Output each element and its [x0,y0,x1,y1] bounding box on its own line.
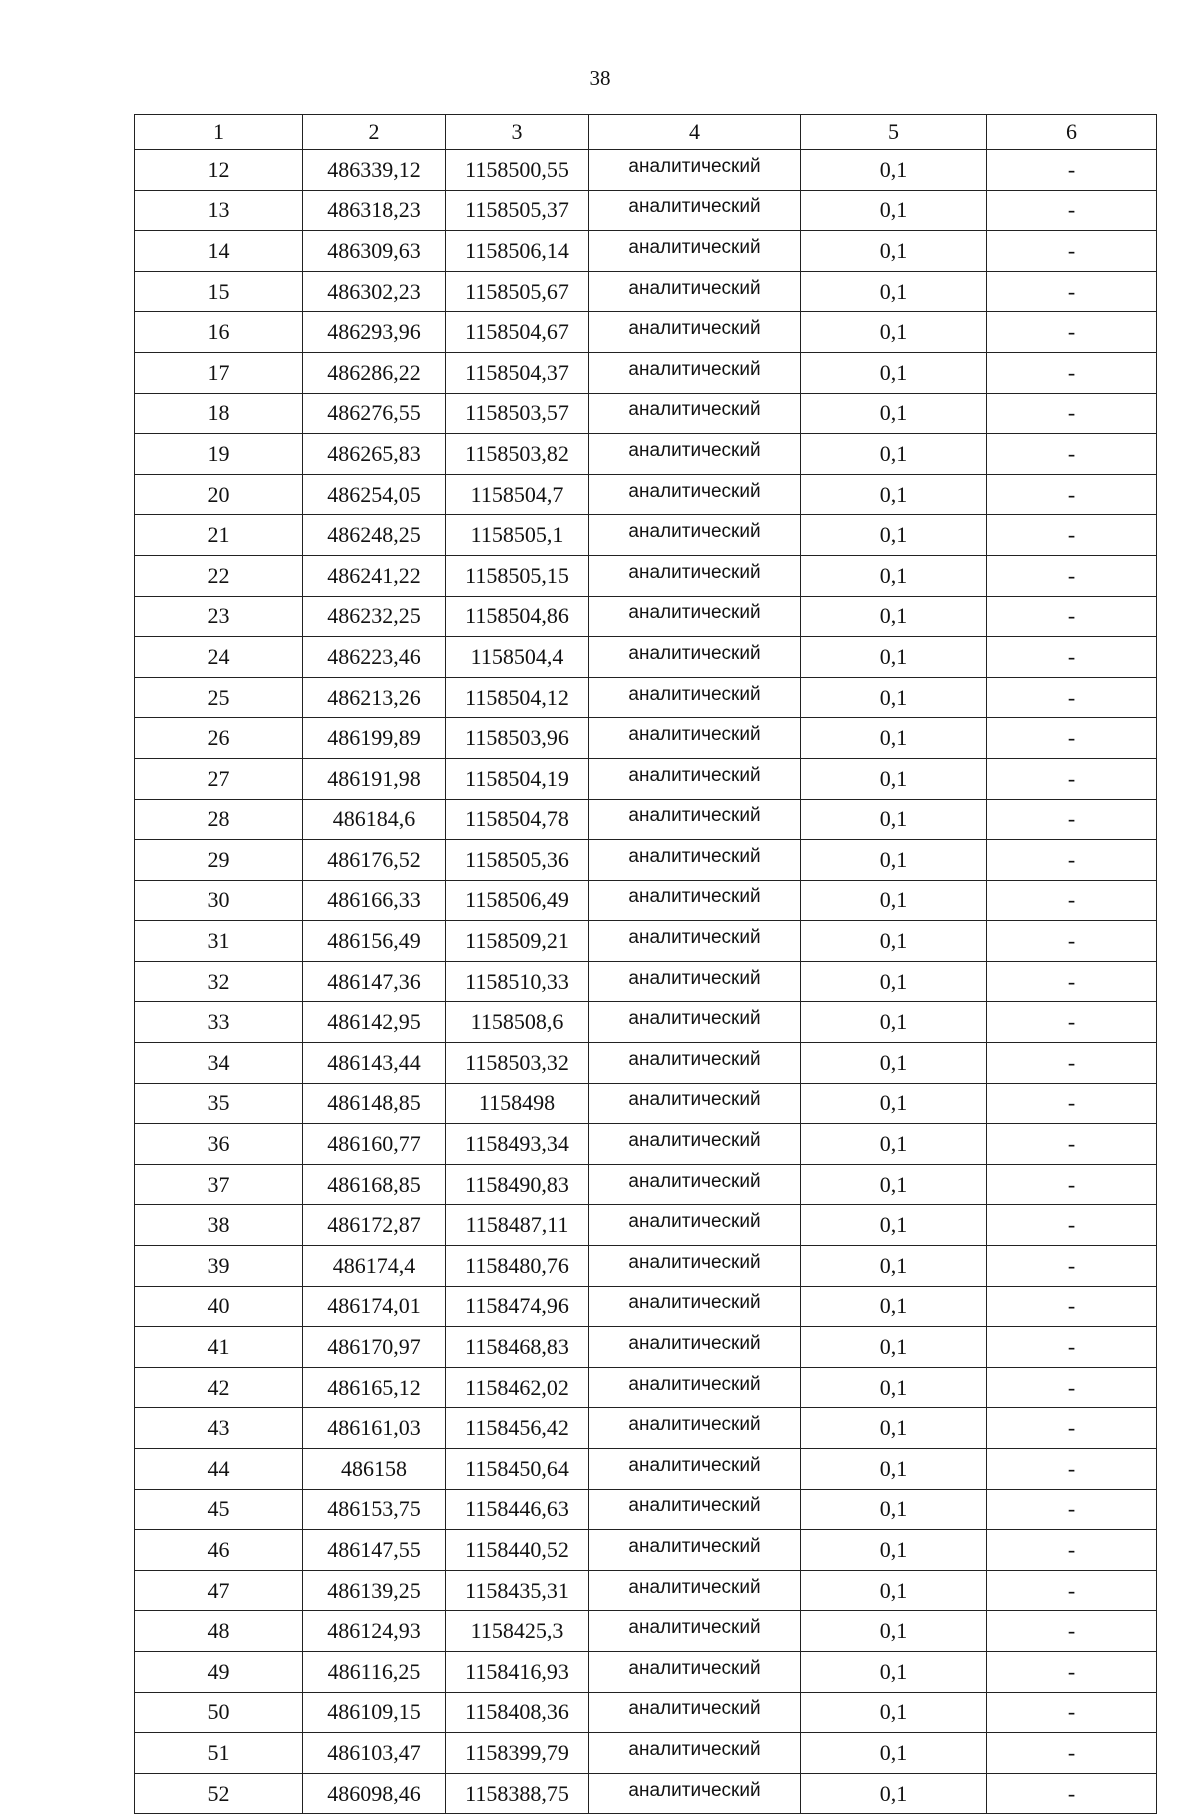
point-number-cell: 19 [135,434,303,475]
table-row [135,352,1157,393]
table-row [135,1611,1157,1652]
accuracy-cell: 0,1 [801,799,987,840]
table-row [135,434,1157,475]
method-cell: аналитический [589,434,801,475]
x-coordinate-cell: 486199,89 [303,718,446,759]
table-row [135,880,1157,921]
note-cell: - [987,393,1157,434]
accuracy-cell: 0,1 [801,758,987,799]
note-cell: - [987,880,1157,921]
point-number-cell: 50 [135,1692,303,1733]
y-coordinate-cell: 1158505,67 [446,271,589,312]
y-coordinate-cell: 1158408,36 [446,1692,589,1733]
table-row [135,1570,1157,1611]
x-coordinate-cell: 486254,05 [303,474,446,515]
note-cell: - [987,921,1157,962]
method-cell: аналитический [589,271,801,312]
accuracy-cell: 0,1 [801,1651,987,1692]
method-cell: аналитический [589,961,801,1002]
x-coordinate-cell: 486158 [303,1449,446,1490]
point-number-cell: 39 [135,1246,303,1287]
accuracy-cell: 0,1 [801,840,987,881]
table-row [135,799,1157,840]
y-coordinate-cell: 1158503,32 [446,1043,589,1084]
table-row [135,1692,1157,1733]
accuracy-cell: 0,1 [801,1570,987,1611]
point-number-cell: 12 [135,150,303,191]
table-row [135,515,1157,556]
note-cell: - [987,1570,1157,1611]
point-number-cell: 21 [135,515,303,556]
header-row [135,115,1157,150]
point-number-cell: 18 [135,393,303,434]
table-row [135,150,1157,191]
point-number-cell: 24 [135,637,303,678]
column-header-6: 6 [987,115,1157,150]
accuracy-cell: 0,1 [801,1246,987,1287]
y-coordinate-cell: 1158480,76 [446,1246,589,1287]
x-coordinate-cell: 486116,25 [303,1651,446,1692]
y-coordinate-cell: 1158505,36 [446,840,589,881]
table-row [135,1246,1157,1287]
y-coordinate-cell: 1158468,83 [446,1327,589,1368]
method-cell: аналитический [589,1205,801,1246]
accuracy-cell: 0,1 [801,1327,987,1368]
point-number-cell: 23 [135,596,303,637]
method-cell: аналитический [589,352,801,393]
y-coordinate-cell: 1158498 [446,1083,589,1124]
note-cell: - [987,1246,1157,1287]
accuracy-cell: 0,1 [801,1489,987,1530]
table-row [135,231,1157,272]
table-row [135,312,1157,353]
accuracy-cell: 0,1 [801,555,987,596]
note-cell: - [987,1002,1157,1043]
table-row [135,1773,1157,1814]
method-cell: аналитический [589,393,801,434]
method-cell: аналитический [589,1489,801,1530]
accuracy-cell: 0,1 [801,921,987,962]
column-header-2: 2 [303,115,446,150]
table-body [135,150,1157,1814]
note-cell: - [987,718,1157,759]
x-coordinate-cell: 486161,03 [303,1408,446,1449]
column-header-4: 4 [589,115,801,150]
y-coordinate-cell: 1158425,3 [446,1611,589,1652]
method-cell: аналитический [589,758,801,799]
x-coordinate-cell: 486184,6 [303,799,446,840]
x-coordinate-cell: 486166,33 [303,880,446,921]
method-cell: аналитический [589,1773,801,1814]
method-cell: аналитический [589,1002,801,1043]
y-coordinate-cell: 1158504,86 [446,596,589,637]
y-coordinate-cell: 1158487,11 [446,1205,589,1246]
table-row [135,677,1157,718]
column-header-5: 5 [801,115,987,150]
point-number-cell: 26 [135,718,303,759]
point-number-cell: 31 [135,921,303,962]
x-coordinate-cell: 486241,22 [303,555,446,596]
note-cell: - [987,231,1157,272]
method-cell: аналитический [589,1043,801,1084]
point-number-cell: 46 [135,1530,303,1571]
table-row [135,637,1157,678]
method-cell: аналитический [589,1327,801,1368]
method-cell: аналитический [589,1408,801,1449]
note-cell: - [987,312,1157,353]
point-number-cell: 29 [135,840,303,881]
note-cell: - [987,1124,1157,1165]
table-row [135,1449,1157,1490]
table-row [135,840,1157,881]
note-cell: - [987,555,1157,596]
y-coordinate-cell: 1158504,4 [446,637,589,678]
method-cell: аналитический [589,1692,801,1733]
table-row [135,1205,1157,1246]
method-cell: аналитический [589,1733,801,1774]
table-row [135,1489,1157,1530]
table-row [135,1530,1157,1571]
y-coordinate-cell: 1158505,1 [446,515,589,556]
method-cell: аналитический [589,880,801,921]
accuracy-cell: 0,1 [801,1043,987,1084]
y-coordinate-cell: 1158505,15 [446,555,589,596]
accuracy-cell: 0,1 [801,1611,987,1652]
point-number-cell: 51 [135,1733,303,1774]
x-coordinate-cell: 486318,23 [303,190,446,231]
y-coordinate-cell: 1158416,93 [446,1651,589,1692]
y-coordinate-cell: 1158504,78 [446,799,589,840]
method-cell: аналитический [589,1651,801,1692]
x-coordinate-cell: 486223,46 [303,637,446,678]
accuracy-cell: 0,1 [801,637,987,678]
y-coordinate-cell: 1158503,57 [446,393,589,434]
method-cell: аналитический [589,474,801,515]
x-coordinate-cell: 486103,47 [303,1733,446,1774]
x-coordinate-cell: 486339,12 [303,150,446,191]
coordinates-table [134,114,1157,1814]
x-coordinate-cell: 486191,98 [303,758,446,799]
y-coordinate-cell: 1158440,52 [446,1530,589,1571]
x-coordinate-cell: 486143,44 [303,1043,446,1084]
note-cell: - [987,1449,1157,1490]
table-row [135,718,1157,759]
point-number-cell: 25 [135,677,303,718]
accuracy-cell: 0,1 [801,393,987,434]
note-cell: - [987,1164,1157,1205]
accuracy-cell: 0,1 [801,596,987,637]
x-coordinate-cell: 486147,55 [303,1530,446,1571]
point-number-cell: 37 [135,1164,303,1205]
point-number-cell: 44 [135,1449,303,1490]
point-number-cell: 32 [135,961,303,1002]
point-number-cell: 28 [135,799,303,840]
accuracy-cell: 0,1 [801,1124,987,1165]
method-cell: аналитический [589,1530,801,1571]
note-cell: - [987,1611,1157,1652]
method-cell: аналитический [589,231,801,272]
note-cell: - [987,1327,1157,1368]
x-coordinate-cell: 486139,25 [303,1570,446,1611]
x-coordinate-cell: 486174,4 [303,1246,446,1287]
accuracy-cell: 0,1 [801,1286,987,1327]
method-cell: аналитический [589,718,801,759]
note-cell: - [987,677,1157,718]
point-number-cell: 40 [135,1286,303,1327]
accuracy-cell: 0,1 [801,1733,987,1774]
method-cell: аналитический [589,1246,801,1287]
y-coordinate-cell: 1158504,7 [446,474,589,515]
accuracy-cell: 0,1 [801,1367,987,1408]
note-cell: - [987,1083,1157,1124]
y-coordinate-cell: 1158504,37 [446,352,589,393]
table-row [135,1286,1157,1327]
y-coordinate-cell: 1158510,33 [446,961,589,1002]
point-number-cell: 47 [135,1570,303,1611]
x-coordinate-cell: 486276,55 [303,393,446,434]
note-cell: - [987,1043,1157,1084]
table-row [135,1408,1157,1449]
point-number-cell: 42 [135,1367,303,1408]
column-header-1: 1 [135,115,303,150]
accuracy-cell: 0,1 [801,1002,987,1043]
accuracy-cell: 0,1 [801,150,987,191]
y-coordinate-cell: 1158388,75 [446,1773,589,1814]
accuracy-cell: 0,1 [801,1449,987,1490]
accuracy-cell: 0,1 [801,515,987,556]
accuracy-cell: 0,1 [801,1530,987,1571]
y-coordinate-cell: 1158508,6 [446,1002,589,1043]
note-cell: - [987,1692,1157,1733]
page-number: 38 [589,66,611,90]
note-cell: - [987,758,1157,799]
note-cell: - [987,1408,1157,1449]
note-cell: - [987,1286,1157,1327]
note-cell: - [987,637,1157,678]
point-number-cell: 13 [135,190,303,231]
y-coordinate-cell: 1158500,55 [446,150,589,191]
note-cell: - [987,840,1157,881]
note-cell: - [987,596,1157,637]
table-row [135,1164,1157,1205]
x-coordinate-cell: 486176,52 [303,840,446,881]
y-coordinate-cell: 1158490,83 [446,1164,589,1205]
method-cell: аналитический [589,840,801,881]
y-coordinate-cell: 1158435,31 [446,1570,589,1611]
method-cell: аналитический [589,1124,801,1165]
table-row [135,921,1157,962]
accuracy-cell: 0,1 [801,1205,987,1246]
table-row [135,596,1157,637]
method-cell: аналитический [589,799,801,840]
y-coordinate-cell: 1158509,21 [446,921,589,962]
note-cell: - [987,1773,1157,1814]
x-coordinate-cell: 486293,96 [303,312,446,353]
method-cell: аналитический [589,312,801,353]
x-coordinate-cell: 486286,22 [303,352,446,393]
x-coordinate-cell: 486147,36 [303,961,446,1002]
accuracy-cell: 0,1 [801,961,987,1002]
accuracy-cell: 0,1 [801,1408,987,1449]
accuracy-cell: 0,1 [801,718,987,759]
accuracy-cell: 0,1 [801,231,987,272]
accuracy-cell: 0,1 [801,880,987,921]
table-row [135,190,1157,231]
y-coordinate-cell: 1158504,67 [446,312,589,353]
accuracy-cell: 0,1 [801,474,987,515]
point-number-cell: 48 [135,1611,303,1652]
table-row [135,1002,1157,1043]
accuracy-cell: 0,1 [801,434,987,475]
y-coordinate-cell: 1158503,82 [446,434,589,475]
point-number-cell: 43 [135,1408,303,1449]
table-row [135,1083,1157,1124]
x-coordinate-cell: 486109,15 [303,1692,446,1733]
note-cell: - [987,1367,1157,1408]
method-cell: аналитический [589,1286,801,1327]
table-row [135,758,1157,799]
method-cell: аналитический [589,150,801,191]
x-coordinate-cell: 486168,85 [303,1164,446,1205]
accuracy-cell: 0,1 [801,1773,987,1814]
method-cell: аналитический [589,555,801,596]
x-coordinate-cell: 486172,87 [303,1205,446,1246]
accuracy-cell: 0,1 [801,352,987,393]
point-number-cell: 14 [135,231,303,272]
x-coordinate-cell: 486170,97 [303,1327,446,1368]
accuracy-cell: 0,1 [801,1164,987,1205]
table-header [135,115,1157,150]
y-coordinate-cell: 1158505,37 [446,190,589,231]
y-coordinate-cell: 1158474,96 [446,1286,589,1327]
note-cell: - [987,474,1157,515]
x-coordinate-cell: 486309,63 [303,231,446,272]
point-number-cell: 36 [135,1124,303,1165]
point-number-cell: 16 [135,312,303,353]
y-coordinate-cell: 1158506,14 [446,231,589,272]
method-cell: аналитический [589,515,801,556]
point-number-cell: 17 [135,352,303,393]
y-coordinate-cell: 1158506,49 [446,880,589,921]
method-cell: аналитический [589,677,801,718]
x-coordinate-cell: 486142,95 [303,1002,446,1043]
table-row [135,1043,1157,1084]
x-coordinate-cell: 486248,25 [303,515,446,556]
method-cell: аналитический [589,1164,801,1205]
x-coordinate-cell: 486156,49 [303,921,446,962]
y-coordinate-cell: 1158399,79 [446,1733,589,1774]
method-cell: аналитический [589,921,801,962]
accuracy-cell: 0,1 [801,677,987,718]
table-row [135,1651,1157,1692]
x-coordinate-cell: 486153,75 [303,1489,446,1530]
x-coordinate-cell: 486302,23 [303,271,446,312]
note-cell: - [987,1530,1157,1571]
point-number-cell: 30 [135,880,303,921]
accuracy-cell: 0,1 [801,271,987,312]
point-number-cell: 38 [135,1205,303,1246]
point-number-cell: 27 [135,758,303,799]
x-coordinate-cell: 486165,12 [303,1367,446,1408]
accuracy-cell: 0,1 [801,1692,987,1733]
method-cell: аналитический [589,1083,801,1124]
table-row [135,474,1157,515]
column-header-3: 3 [446,115,589,150]
x-coordinate-cell: 486148,85 [303,1083,446,1124]
y-coordinate-cell: 1158504,19 [446,758,589,799]
x-coordinate-cell: 486124,93 [303,1611,446,1652]
note-cell: - [987,1651,1157,1692]
note-cell: - [987,434,1157,475]
table-row [135,393,1157,434]
method-cell: аналитический [589,1449,801,1490]
note-cell: - [987,961,1157,1002]
point-number-cell: 34 [135,1043,303,1084]
x-coordinate-cell: 486098,46 [303,1773,446,1814]
x-coordinate-cell: 486160,77 [303,1124,446,1165]
y-coordinate-cell: 1158503,96 [446,718,589,759]
method-cell: аналитический [589,596,801,637]
table-row [135,555,1157,596]
note-cell: - [987,1733,1157,1774]
note-cell: - [987,515,1157,556]
note-cell: - [987,799,1157,840]
y-coordinate-cell: 1158462,02 [446,1367,589,1408]
method-cell: аналитический [589,190,801,231]
point-number-cell: 33 [135,1002,303,1043]
point-number-cell: 15 [135,271,303,312]
note-cell: - [987,190,1157,231]
y-coordinate-cell: 1158446,63 [446,1489,589,1530]
table-row [135,961,1157,1002]
y-coordinate-cell: 1158493,34 [446,1124,589,1165]
point-number-cell: 49 [135,1651,303,1692]
note-cell: - [987,1205,1157,1246]
point-number-cell: 35 [135,1083,303,1124]
method-cell: аналитический [589,1367,801,1408]
table-row [135,1327,1157,1368]
x-coordinate-cell: 486265,83 [303,434,446,475]
table-row [135,1367,1157,1408]
accuracy-cell: 0,1 [801,190,987,231]
y-coordinate-cell: 1158456,42 [446,1408,589,1449]
y-coordinate-cell: 1158504,12 [446,677,589,718]
accuracy-cell: 0,1 [801,312,987,353]
point-number-cell: 20 [135,474,303,515]
note-cell: - [987,150,1157,191]
point-number-cell: 45 [135,1489,303,1530]
note-cell: - [987,271,1157,312]
method-cell: аналитический [589,637,801,678]
table-row [135,1733,1157,1774]
note-cell: - [987,352,1157,393]
x-coordinate-cell: 486232,25 [303,596,446,637]
note-cell: - [987,1489,1157,1530]
table-row [135,1124,1157,1165]
table-row [135,271,1157,312]
method-cell: аналитический [589,1570,801,1611]
y-coordinate-cell: 1158450,64 [446,1449,589,1490]
point-number-cell: 41 [135,1327,303,1368]
x-coordinate-cell: 486213,26 [303,677,446,718]
point-number-cell: 22 [135,555,303,596]
method-cell: аналитический [589,1611,801,1652]
accuracy-cell: 0,1 [801,1083,987,1124]
x-coordinate-cell: 486174,01 [303,1286,446,1327]
point-number-cell: 52 [135,1773,303,1814]
